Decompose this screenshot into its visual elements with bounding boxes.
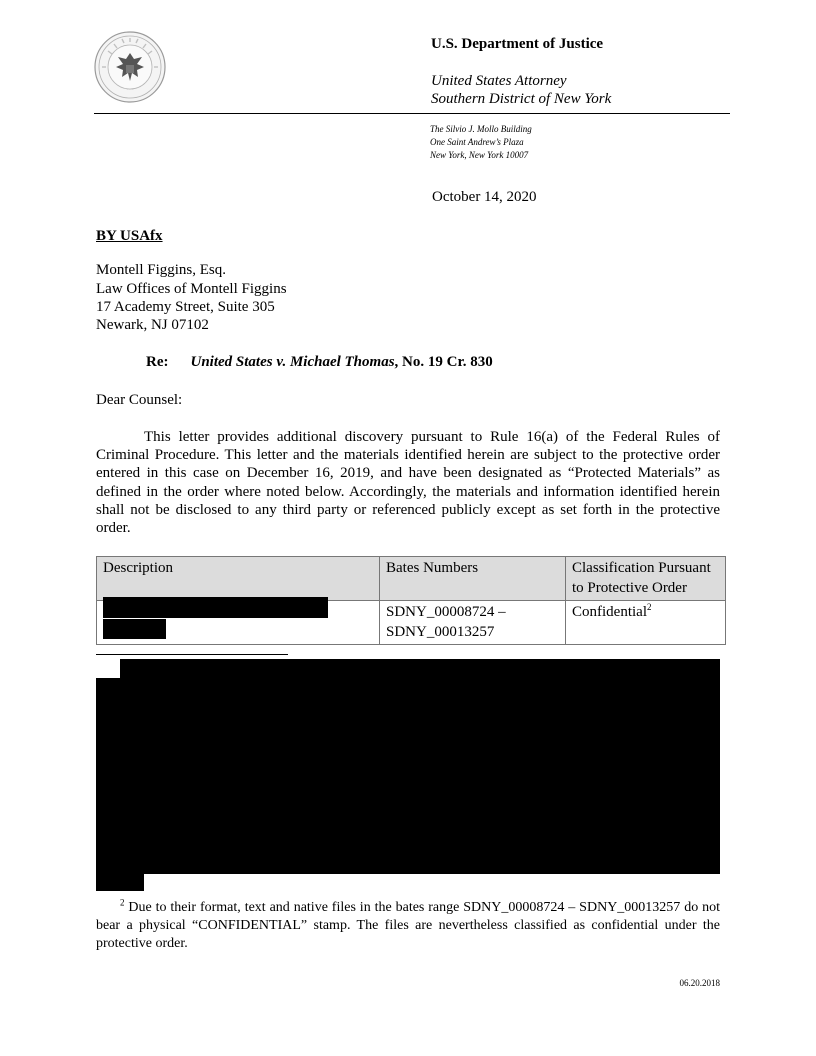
header-description: Description [97,557,380,601]
header-classification: Classification Pursuant to Protective Order [566,557,726,601]
svg-text:· · ·: · · · [126,88,134,93]
classification-cell [566,601,726,645]
address-line: The Silvio J. Mollo Building [430,124,532,134]
redaction-block [96,873,144,891]
recipient-line: Montell Figgins, Esq. [96,262,227,278]
doj-seal-icon [94,31,166,103]
subject-line [146,354,493,371]
case-title: United States v. Michael Thomas [190,354,395,370]
department-name: U.S. Department of Justice [431,36,604,52]
recipient-line: Newark, NJ 07102 [96,317,209,333]
salutation: Dear Counsel: [96,392,183,408]
footnote-text: Due to their format, text and native files in the bates range SDNY_00008724 – SDNY_00013257 do not bear a physical “CONFIDENTIAL” stamp. The files are nevertheless classified as confidential under the protective order. [96,900,720,951]
letterhead-rule [94,113,730,114]
redaction-block [103,619,166,639]
bates-cell [380,601,566,645]
classification-value: Confidential [572,604,647,620]
footnote-rule [96,654,288,655]
body-paragraph: This letter provides additional discovery pursuant to Rule 16(a) of the Federal Rules of Criminal Procedure. This letter and the materials identified herein are subject to the protective order entered in this case on December 16, 2019, and have been designated as “Protected Materials” as defined in the order where noted below. Accordingly, the materials and information identified herein shall not be disclosed to any third party or referenced publicly except as set forth in the protective order. [96,429,720,537]
office-line-2: Southern District of New York [431,91,612,107]
address-line: New York, New York 10007 [430,150,529,160]
redaction-block [120,659,720,679]
re-label: Re: [146,354,169,370]
table-header-row [97,557,726,601]
redaction-block [103,597,328,618]
header-bates: Bates Numbers [380,557,566,601]
footnote-ref: 2 [647,602,652,612]
bates-start: SDNY_00008724 – [386,604,506,620]
recipient-line: Law Offices of Montell Figgins [96,281,287,297]
recipient-line: 17 Academy Street, Suite 305 [96,299,275,315]
footnote-mark: 2 [120,897,125,908]
delivery-method: BY USAfx [96,228,163,244]
redaction-block [96,678,720,874]
bates-end: SDNY_00013257 [386,624,495,640]
case-number: , No. 19 Cr. 830 [394,354,493,370]
letter-date: October 14, 2020 [432,189,537,205]
footnote-2 [96,899,720,953]
office-line-1: United States Attorney [431,73,567,89]
address-line: One Saint Andrew’s Plaza [430,137,524,147]
form-code: 06.20.2018 [679,978,720,988]
